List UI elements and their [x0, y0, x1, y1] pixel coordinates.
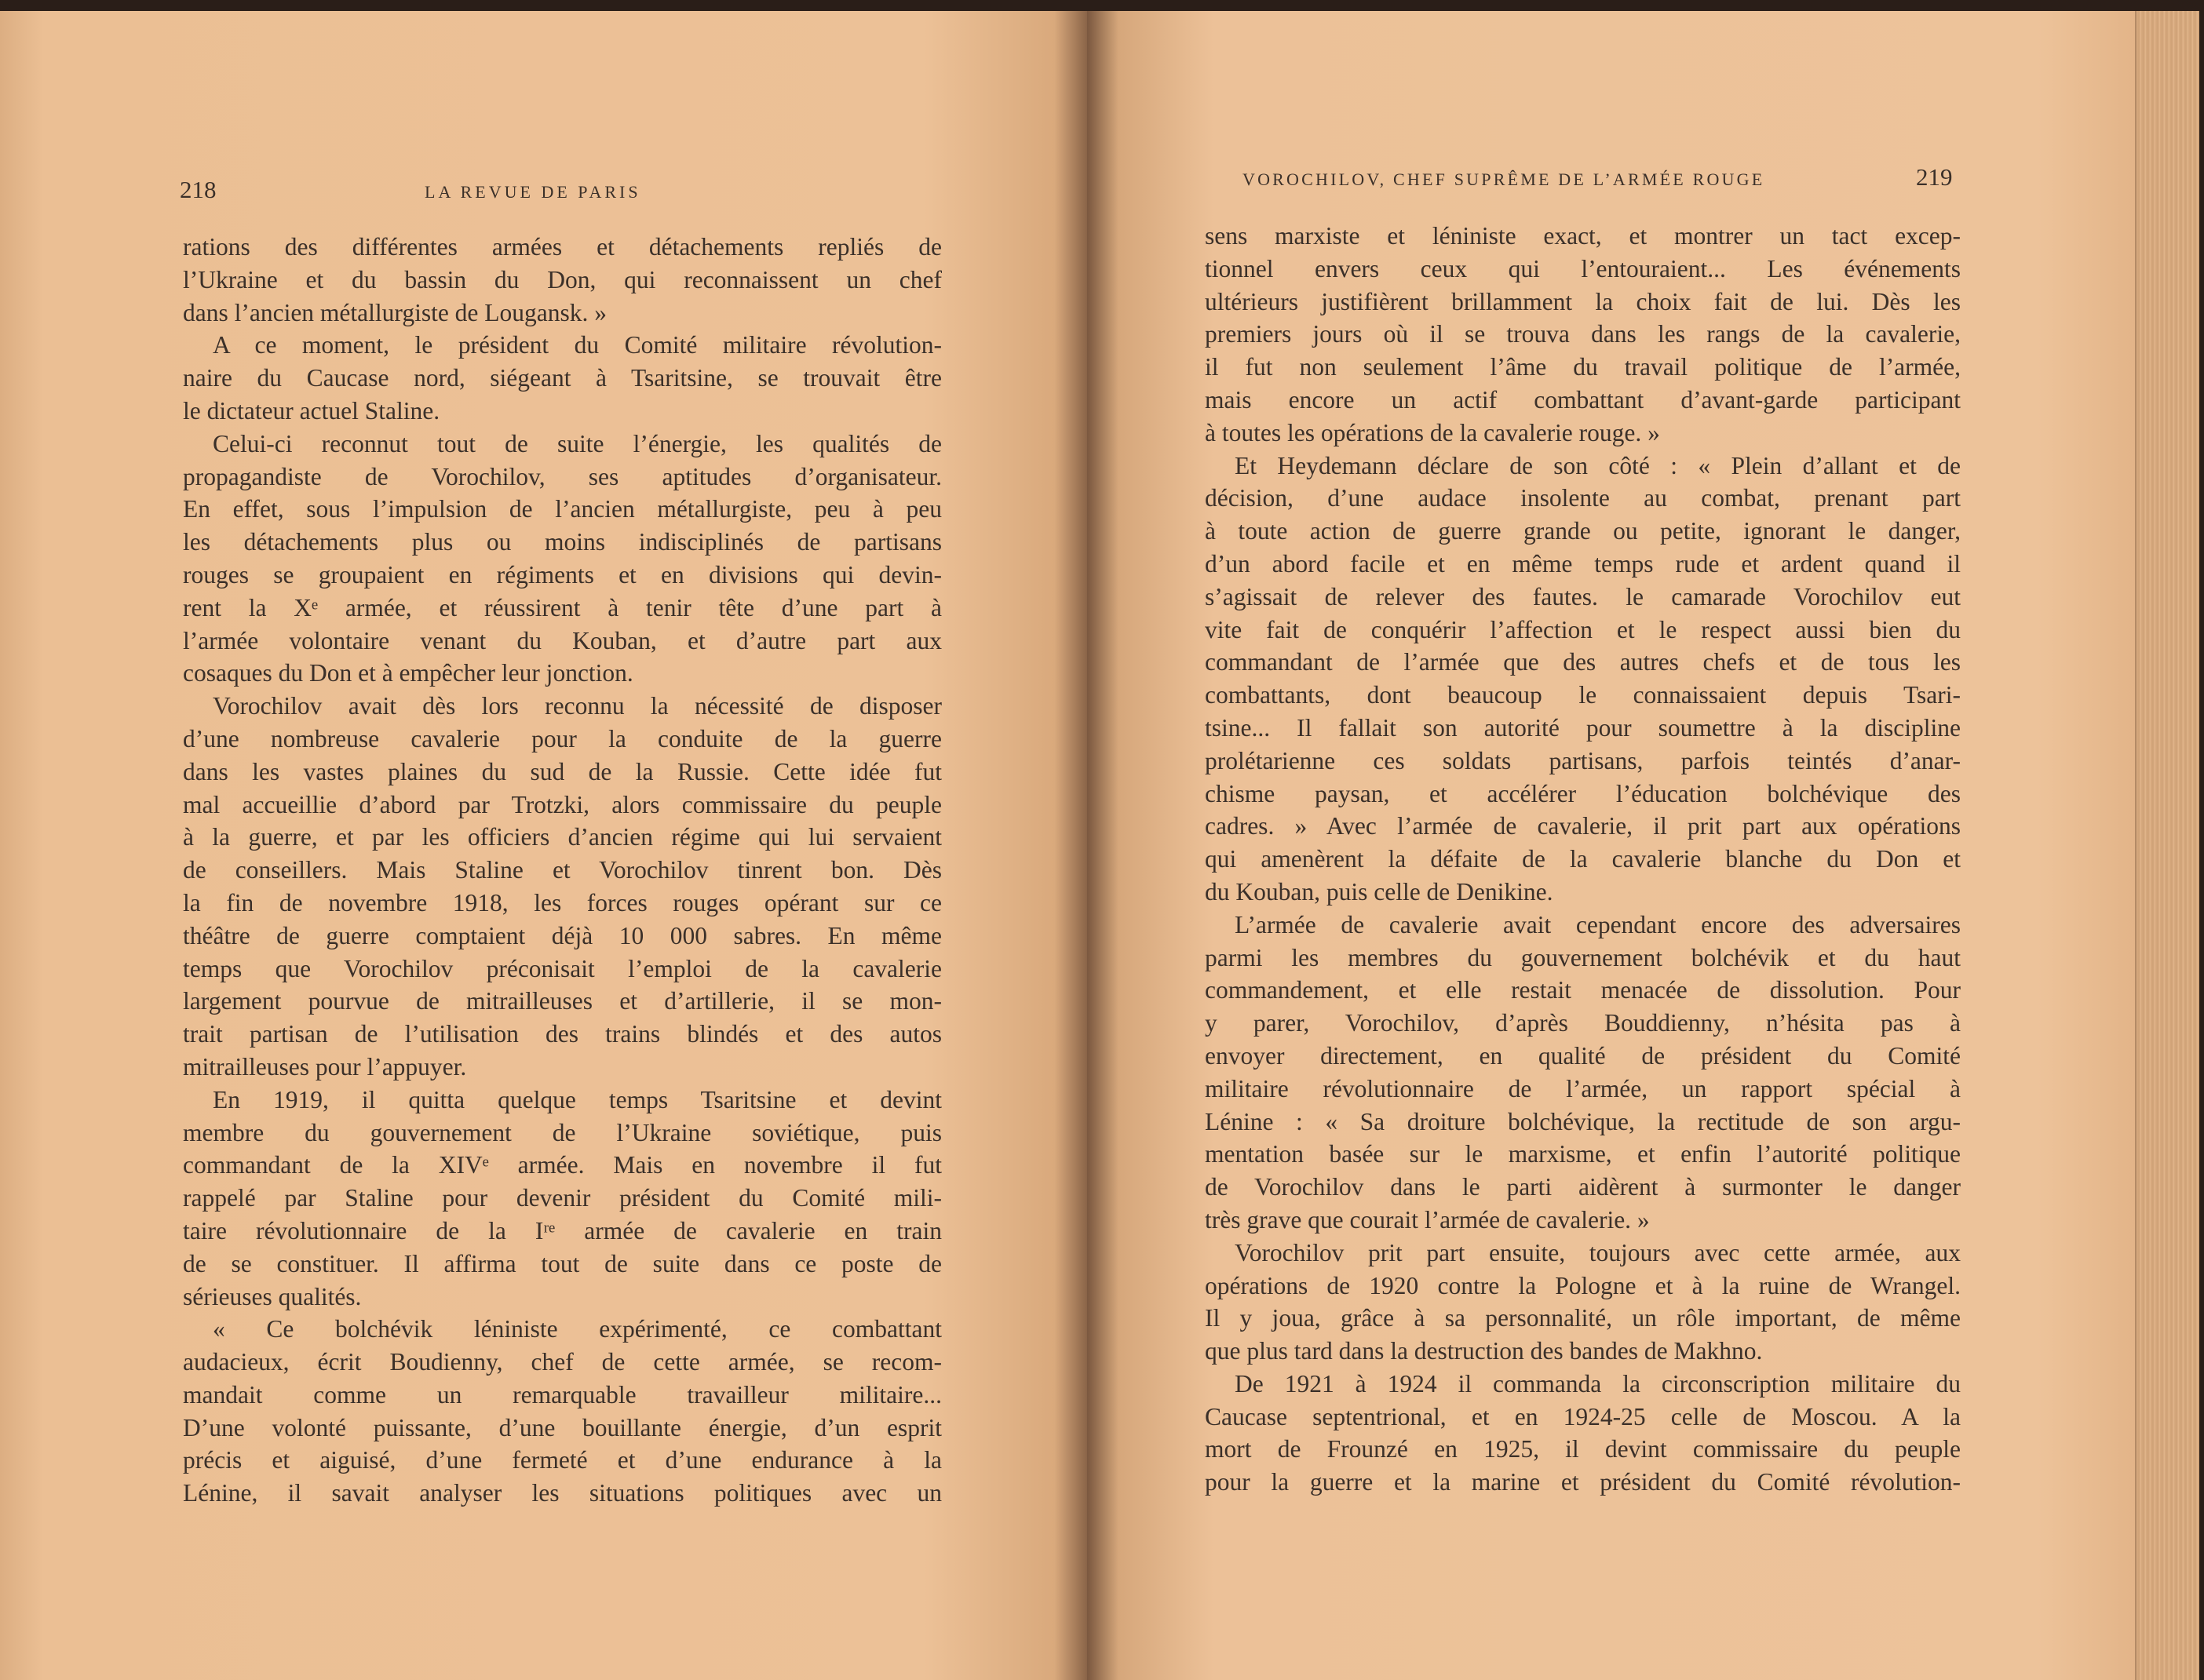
text-line: « Ce bolchévik léniniste expérimenté, ce combattant: [213, 1315, 942, 1343]
text-line: de conseillers. Mais Staline et Vorochilov tinrent bon. Dès: [183, 856, 942, 884]
text-line: rations des différentes armées et détachements repliés de: [183, 233, 942, 261]
text-line: taire révolutionnaire de la Iʳᵉ armée de cavalerie en train: [183, 1216, 942, 1245]
text-line: qui amenèrent la défaite de la cavalerie blanche du Don et: [1205, 845, 1961, 873]
text-line: militaire révolutionnaire de l’armée, un rapport spécial à: [1205, 1074, 1961, 1102]
text-line: dans les vastes plaines du sud de la Russie. Cette idée fut: [183, 757, 942, 785]
text-line: En effet, sous l’impulsion de l’ancien métallurgiste, peu à peu: [183, 495, 942, 523]
text-line: propagandiste de Vorochilov, ses aptitudes d’organisateur.: [183, 462, 942, 490]
text-line: commandement, et elle restait menacée de dissolution. Pour: [1205, 976, 1961, 1004]
text-line: très grave que courait l’armée de cavalerie. »: [1205, 1205, 1650, 1234]
text-line: mitrailleuses pour l’appuyer.: [183, 1052, 467, 1081]
text-line: tsine... Il fallait son autorité pour soumettre à la discipline: [1205, 713, 1961, 742]
text-line: Lénine : « Sa droiture bolchévique, la rectitude de son argu-: [1205, 1107, 1961, 1135]
text-line: d’une nombreuse cavalerie pour la conduite de la guerre: [183, 724, 942, 753]
text-line: temps que Vorochilov préconisait l’emploi de la cavalerie: [183, 954, 942, 982]
text-line: d’un abord facile et en même temps rude et ardent quand il: [1205, 549, 1961, 578]
running-head-left: LA REVUE DE PARIS: [425, 182, 641, 202]
text-line: parmi les membres du gouvernement bolchévik et du haut: [1205, 943, 1961, 971]
text-line: envoyer directement, en qualité de président du Comité: [1205, 1041, 1961, 1070]
text-line: membre du gouvernement de l’Ukraine soviétique, puis: [183, 1118, 942, 1146]
text-line: Et Heydemann déclare de son côté : « Plein d’allant et de: [1235, 451, 1961, 479]
text-line: Vorochilov avait dès lors reconnu la nécessité de disposer: [213, 692, 942, 720]
text-line: rappelé par Staline pour devenir président du Comité mili-: [183, 1184, 942, 1212]
book-page-edges: [2135, 11, 2199, 1680]
text-line: Il y joua, grâce à sa personnalité, un rôle important, de même: [1205, 1304, 1961, 1332]
text-line: il fut non seulement l’âme du travail politique de l’armée,: [1205, 353, 1961, 381]
text-line: prolétarienne ces soldats partisans, parfois teintés d’anar-: [1205, 746, 1961, 774]
text-line: à la guerre, et par les officiers d’ancien régime qui lui servaient: [183, 823, 942, 851]
text-line: tionnel envers ceux qui l’entouraient... Les événements: [1205, 254, 1961, 282]
text-line: mal accueillie d’abord par Trotzki, alors commissaire du peuple: [183, 790, 942, 818]
text-line: à toute action de guerre grande ou petite, ignorant le danger,: [1205, 517, 1961, 545]
text-line: naire du Caucase nord, siégeant à Tsaritsine, se trouvait être: [183, 364, 942, 392]
text-line: audacieux, écrit Boudienny, chef de cette armée, se recom-: [183, 1348, 942, 1376]
text-line: A ce moment, le président du Comité militaire révolution-: [213, 331, 942, 359]
right-page-body: [1205, 220, 1961, 1499]
text-line: Caucase septentrional, et en 1924-25 celle de Moscou. A la: [1205, 1402, 1961, 1430]
text-line: trait partisan de l’utilisation des trains blindés et des autos: [183, 1020, 942, 1048]
text-line: décision, d’une audace insolente au combat, prenant part: [1205, 484, 1961, 512]
text-line: vite fait de conquérir l’affection et le respect aussi bien du: [1205, 615, 1961, 643]
text-line: y parer, Vorochilov, d’après Bouddienny, n’hésita pas à: [1205, 1009, 1961, 1037]
left-page: [0, 11, 1087, 1680]
text-line: mentation basée sur le marxisme, et enfin l’autorité politique: [1205, 1140, 1961, 1168]
page-number-left: 218: [180, 176, 217, 203]
text-line: de Vorochilov dans le parti aidèrent à surmonter le danger: [1205, 1173, 1961, 1201]
text-line: L’armée de cavalerie avait cependant encore des adversaires: [1235, 910, 1961, 938]
text-line: dans l’ancien métallurgiste de Lougansk. »: [183, 298, 608, 326]
text-line: rouges se groupaient en régiments et en divisions qui devin-: [183, 560, 942, 589]
text-line: pour la guerre et la marine et président du Comité révolution-: [1205, 1468, 1961, 1496]
text-line: combattants, dont beaucoup le connaissaient depuis Tsari-: [1205, 681, 1961, 709]
text-line: du Kouban, puis celle de Denikine.: [1205, 877, 1553, 906]
text-line: premiers jours où il se trouva dans les rangs de la cavalerie,: [1205, 320, 1961, 348]
text-line: mais encore un actif combattant d’avant-garde participant: [1205, 385, 1961, 414]
text-line: l’Ukraine et du bassin du Don, qui reconnaissent un chef: [183, 265, 942, 293]
text-line: En 1919, il quitta quelque temps Tsaritsine et devint: [213, 1085, 942, 1113]
text-line: De 1921 à 1924 il commanda la circonscription militaire du: [1235, 1369, 1961, 1398]
right-page: [1087, 11, 2143, 1680]
running-head-right: VOROCHILOV, CHEF SUPRÊME DE L’ARMÉE ROUGE: [1242, 169, 1765, 189]
text-line: D’une volonté puissante, d’une bouillante énergie, d’un esprit: [183, 1413, 942, 1441]
text-line: le dictateur actuel Staline.: [183, 396, 440, 425]
text-line: rent la Xᵉ armée, et réussirent à tenir tête d’une part à: [183, 593, 942, 621]
text-line: cadres. » Avec l’armée de cavalerie, il prit part aux opérations: [1205, 812, 1961, 840]
text-line: largement pourvue de mitrailleuses et d’artillerie, il se mon-: [183, 987, 942, 1015]
text-line: la fin de novembre 1918, les forces rouges opérant sur ce: [183, 888, 942, 917]
text-line: sens marxiste et léniniste exact, et montrer un tact excep-: [1205, 222, 1961, 250]
text-line: précis et aiguisé, d’une fermeté et d’une endurance à la: [183, 1446, 942, 1474]
text-line: commandant de la XIVᵉ armée. Mais en novembre il fut: [183, 1151, 942, 1179]
text-line: commandant de l’armée que des autres chefs et de tous les: [1205, 648, 1961, 676]
text-line: que plus tard dans la destruction des bandes de Makhno.: [1205, 1337, 1763, 1365]
text-line: Celui-ci reconnut tout de suite l’énergie, les qualités de: [213, 429, 942, 457]
text-line: cosaques du Don et à empêcher leur jonction.: [183, 659, 633, 687]
text-line: ultérieurs justifièrent brillamment la choix fait de lui. Dès les: [1205, 287, 1961, 315]
text-line: mort de Frounzé en 1925, il devint commissaire du peuple: [1205, 1435, 1961, 1463]
left-page-body: [183, 231, 942, 1510]
page-number-right: 219: [1916, 163, 1953, 191]
text-line: s’agissait de relever des fautes. le camarade Vorochilov eut: [1205, 582, 1961, 610]
text-line: Vorochilov prit part ensuite, toujours avec cette armée, aux: [1235, 1238, 1961, 1266]
text-line: de se constituer. Il affirma tout de suite dans ce poste de: [183, 1249, 942, 1277]
text-line: les détachements plus ou moins indisciplinés de partisans: [183, 528, 942, 556]
text-line: sérieuses qualités.: [183, 1282, 362, 1310]
text-line: chisme paysan, et accélérer l’éducation bolchévique des: [1205, 779, 1961, 807]
text-line: à toutes les opérations de la cavalerie rouge. »: [1205, 418, 1660, 446]
text-line: mandait comme un remarquable travailleur militaire...: [183, 1380, 942, 1409]
text-line: Lénine, il savait analyser les situations politiques avec un: [183, 1479, 942, 1507]
text-line: théâtre de guerre comptaient déjà 10 000 sabres. En même: [183, 921, 942, 949]
text-line: l’armée volontaire venant du Kouban, et d’autre part aux: [183, 626, 942, 654]
text-line: opérations de 1920 contre la Pologne et à la ruine de Wrangel.: [1205, 1271, 1961, 1299]
